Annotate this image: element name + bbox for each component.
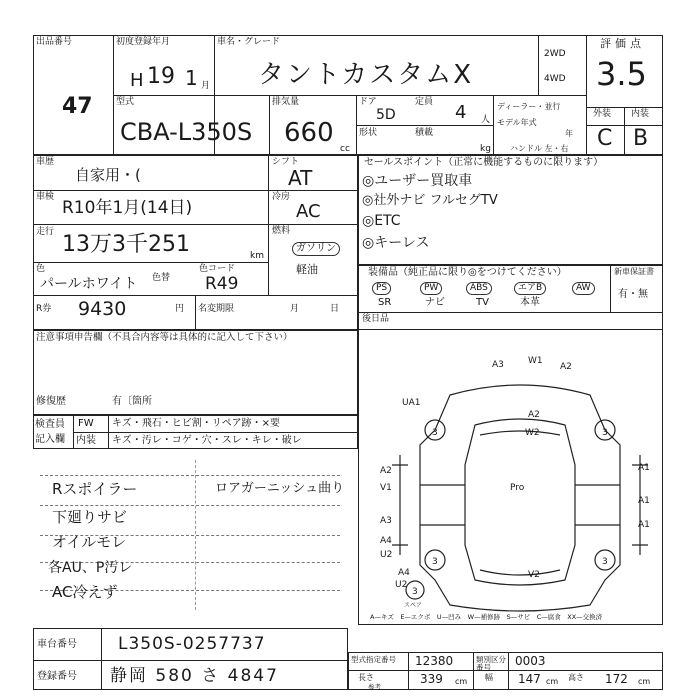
remark-4: 各AU、P汚レ: [48, 560, 133, 576]
load-unit: kg: [480, 144, 491, 154]
capacity-value: 4: [455, 102, 467, 123]
mark-v1: V1: [380, 483, 392, 493]
mark-u2-rear: U2: [395, 580, 408, 590]
load-label: 積載: [415, 128, 434, 138]
car-name-value: タントカスタムX: [258, 60, 474, 90]
recycle-value: 9430: [78, 298, 127, 320]
car-name-label: 車名・グレード: [217, 37, 281, 47]
ac-value: AC: [296, 201, 321, 222]
mark-a1-right3: A1: [638, 520, 650, 530]
length-label: 長さ: [358, 673, 374, 682]
mark-w1: W1: [528, 356, 543, 366]
displacement-value: 660: [284, 118, 334, 148]
equip-leather: 本革: [520, 297, 540, 308]
score-value: 3.5: [596, 55, 647, 93]
mark-a3-top: A3: [492, 360, 504, 370]
door-value: 5D: [376, 107, 396, 123]
type-no-value: 12380: [415, 654, 454, 668]
term-month: 月: [290, 304, 300, 314]
mark-v2: V2: [528, 570, 540, 580]
insp-fw: FW: [78, 418, 94, 429]
mark-3-fr: 3: [602, 428, 608, 438]
mark-a1-right: A1: [638, 463, 650, 473]
displacement-label: 排気量: [272, 97, 300, 107]
km-unit: km: [250, 251, 264, 261]
equipment-title: 装備品（純正品に限り◎をつけてください）: [368, 267, 567, 278]
mark-a2-hood: A2: [528, 410, 540, 420]
sales-point-2: ◎社外ナビ フルセグTV: [362, 193, 498, 208]
color-code-label: 色コード: [199, 264, 236, 274]
remark-2: 下廻りサビ: [52, 508, 128, 526]
mark-a1-right2: A1: [638, 496, 650, 506]
shift-label: シフト: [272, 157, 300, 167]
lot-label: 出品番号: [36, 37, 73, 47]
sales-point-1: ◎ユーザー買取車: [362, 173, 473, 189]
equip-navi: ナビ: [425, 297, 445, 308]
warranty-label: 新車保証書: [614, 267, 654, 276]
mark-pro: Pro: [510, 483, 525, 493]
first-reg-era: H: [130, 70, 144, 91]
mark-w2: W2: [525, 428, 540, 438]
mark-3-spare: 3: [412, 587, 418, 597]
mileage-value: 13万3千251: [62, 232, 190, 257]
handle-label: ハンドル 左・右: [510, 144, 569, 153]
first-reg-year: 19: [147, 64, 175, 89]
month-unit: 月: [201, 81, 211, 91]
dealer-label: ディーラー・並行: [497, 102, 561, 111]
shaken-value: R10年1月(14日): [62, 198, 193, 218]
mark-a4-rear: A4: [398, 568, 410, 578]
mark-a2-top: A2: [560, 362, 572, 372]
width-label: 幅: [485, 673, 493, 682]
equip-ps: PS: [372, 282, 391, 295]
mark-3-rr: 3: [602, 557, 608, 567]
yen-unit: 円: [175, 304, 185, 314]
color-value: パールホワイト: [40, 276, 138, 292]
equip-airbag: エアB: [514, 282, 546, 295]
mark-3-rl: 3: [432, 557, 438, 567]
equip-tv: TV: [476, 297, 489, 308]
width-value: 147: [518, 672, 541, 686]
equip-abs: ABS: [466, 282, 492, 295]
entry-label: 記入欄: [35, 434, 65, 445]
remark-right: ロアガーニッシュ曲り: [215, 481, 345, 496]
first-reg-label: 初度登録年月: [116, 37, 171, 47]
history-label: 車歴: [36, 157, 55, 167]
model-value: CBA-L350S: [120, 118, 253, 146]
chassis-value: L350S-0257737: [118, 634, 266, 654]
drive-2wd: 2WD: [544, 49, 566, 59]
capacity-unit: 人: [481, 115, 491, 125]
color-swap-label: 色替: [152, 273, 171, 283]
inspector-label: 検査員: [35, 419, 65, 430]
term-label: 名変期限: [198, 304, 235, 314]
recycle-label: R券: [36, 304, 52, 314]
sales-point-4: ◎キーレス: [362, 235, 430, 251]
shaken-label: 車検: [36, 192, 55, 202]
first-reg-month: 1: [185, 66, 198, 90]
score-label: 評価点: [600, 37, 645, 50]
shape-label: 形状: [359, 128, 378, 138]
lot-number: 47: [62, 94, 93, 119]
history-value: 自家用・(: [75, 166, 141, 184]
color-label: 色: [36, 264, 46, 274]
notes-title: 注意事項申告欄（不具合内容等は具体的に記入して下さい）: [36, 332, 293, 343]
class-label: 類別区分番号: [476, 655, 506, 672]
height-unit: cm: [638, 677, 651, 686]
insp-interior-items: キズ・汚レ・コゲ・穴・スレ・キレ・破レ: [112, 435, 302, 446]
length-value: 339: [420, 672, 443, 686]
equip-sr: SR: [378, 297, 392, 308]
equip-pw: PW: [420, 282, 442, 295]
plate-label: 登録番号: [37, 671, 77, 682]
drive-4wd: 4WD: [544, 74, 566, 84]
cc-unit: cc: [340, 144, 350, 154]
rear-items-label: 後日品: [362, 314, 390, 324]
equip-aw: AW: [572, 282, 595, 295]
warranty-value: 有・無: [618, 289, 648, 300]
plate-value: 静岡 580 さ 4847: [110, 666, 279, 686]
interior-label: 内装: [631, 109, 650, 119]
mark-a2-left: A2: [380, 466, 392, 476]
car-damage-diagram: [380, 355, 660, 625]
mark-u2-left: U2: [380, 550, 393, 560]
fuel-gasoline: ガソリン: [292, 242, 340, 256]
chassis-label: 車台番号: [37, 639, 77, 650]
repair-label: 修復歴: [36, 396, 66, 407]
ac-label: 冷房: [272, 192, 291, 202]
class-value: 0003: [515, 654, 546, 668]
reference-label: 参考: [368, 683, 381, 691]
sales-title: セールスポイント（正常に機能するものに限ります）: [364, 157, 604, 168]
remark-1: Rスポイラー: [52, 480, 138, 498]
model-year-label: モデル年式: [497, 118, 537, 127]
insp-fw-items: キズ・飛石・ヒビ割・リペア跡・×要: [112, 418, 280, 429]
interior-grade: B: [633, 126, 649, 151]
exterior-label: 外装: [593, 109, 612, 119]
mark-a4-left: A4: [380, 536, 392, 546]
mark-ua1: UA1: [402, 398, 421, 408]
mark-a3-left: A3: [380, 516, 392, 526]
type-no-label: 型式指定番号: [351, 655, 396, 664]
damage-legend: A—キズ E—エクボ U—凹み W—補修跡 S—サビ C—腐食 XX—交換済: [370, 613, 603, 621]
mileage-label: 走行: [36, 227, 55, 237]
height-value: 172: [605, 672, 628, 686]
color-code-value: R49: [205, 274, 239, 294]
model-year-unit: 年: [565, 129, 573, 138]
insp-interior: 内装: [76, 435, 96, 446]
fuel-label: 燃料: [272, 226, 291, 236]
repair-value: 有〔箇所: [112, 396, 152, 407]
spare-label: スペア: [404, 602, 423, 609]
term-day: 日: [330, 304, 340, 314]
mark-3-fl: 3: [432, 428, 438, 438]
remark-5: AC冷えず: [52, 583, 118, 601]
width-unit: cm: [546, 677, 559, 686]
shift-value: AT: [288, 166, 313, 190]
length-unit: cm: [455, 677, 468, 686]
door-label: ドア: [359, 97, 377, 107]
remark-3: オイルモレ: [52, 533, 127, 551]
fuel-diesel: 軽油: [296, 263, 318, 276]
exterior-grade: C: [597, 126, 613, 151]
model-label: 型式: [116, 97, 135, 107]
capacity-label: 定員: [415, 97, 434, 107]
sales-point-3: ◎ETC: [362, 213, 401, 229]
height-label: 高さ: [568, 673, 584, 682]
